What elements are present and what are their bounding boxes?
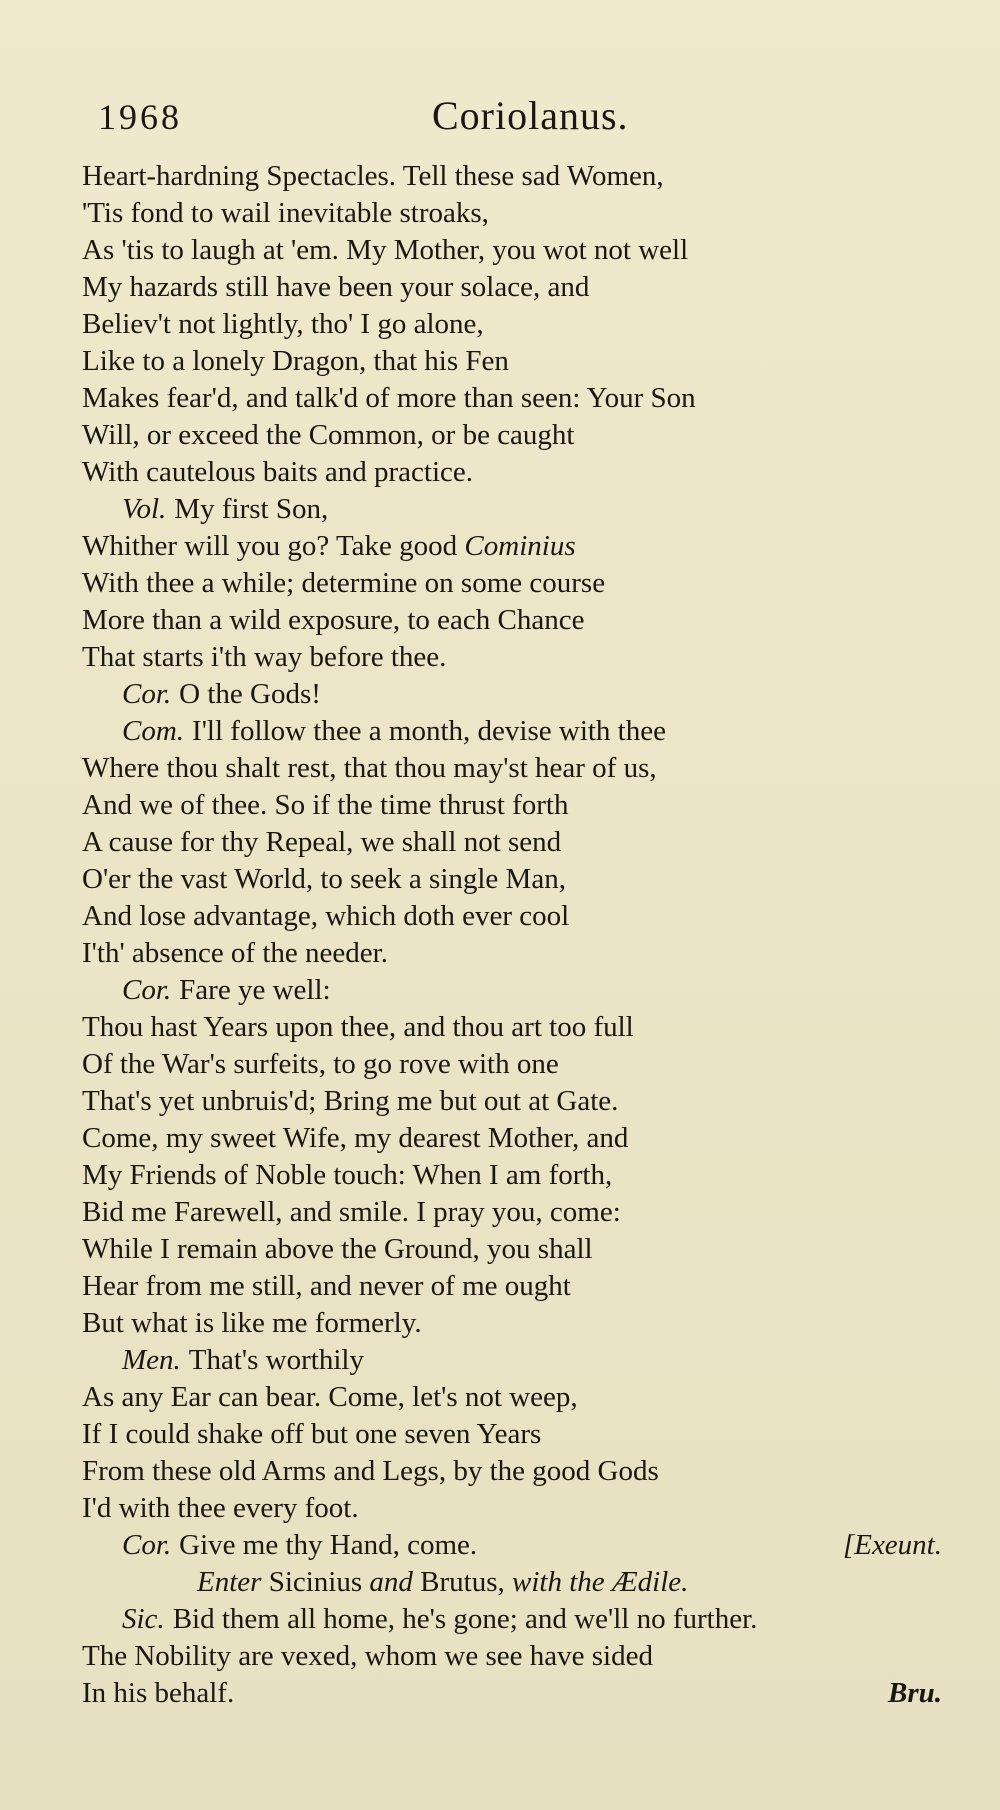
play-text — [82, 158, 962, 1712]
verse-text: That's worthily — [188, 1344, 364, 1376]
verse-line: I'th' absence of the needer. — [82, 937, 388, 969]
verse-line: Of the War's surfeits, to go rove with one — [82, 1048, 559, 1080]
character-name: Brutus, — [420, 1566, 505, 1598]
speaker-name: Men. — [122, 1344, 181, 1376]
speech-com — [82, 713, 962, 750]
verse-line: That starts i'th way before thee. — [82, 641, 447, 673]
verse-line: Where thou shalt rest, that thou may'st hear of us, — [82, 752, 657, 784]
verse-line: But what is like me formerly. — [82, 1307, 422, 1339]
verse-line: From these old Arms and Legs, by the good Gods — [82, 1455, 659, 1487]
verse-line: More than a wild exposure, to each Chance — [82, 604, 585, 636]
character-name: Ædile. — [611, 1566, 689, 1598]
verse-line: And we of thee. So if the time thrust forth — [82, 789, 569, 821]
verse-text: Bid them all home, he's gone; and we'll no further. — [172, 1603, 758, 1635]
verse-line: Believ't not lightly, tho' I go alone, — [82, 308, 484, 340]
verse-text: Whither will you go? Take good — [82, 530, 465, 562]
verse-line: Bid me Farewell, and smile. I pray you, come: — [82, 1196, 621, 1228]
verse-line: As any Ear can bear. Come, let's not weep, — [82, 1381, 578, 1413]
verse-line: Makes fear'd, and talk'd of more than seen: Your Son — [82, 382, 696, 414]
verse-line: Heart-hardning Spectacles. Tell these sad Women, — [82, 160, 664, 192]
speech-cor — [82, 972, 962, 1009]
verse-line: With thee a while; determine on some course — [82, 567, 606, 599]
verse-line: I'd with thee every foot. — [82, 1492, 359, 1524]
speaker-name: Cor. — [122, 974, 172, 1006]
verse-line — [82, 1675, 962, 1712]
verse-line: O'er the vast World, to seek a single Man, — [82, 863, 566, 895]
speech-cor — [82, 676, 962, 713]
sd-word: and — [369, 1566, 413, 1598]
verse-line: While I remain above the Ground, you shall — [82, 1233, 593, 1265]
verse-line — [82, 528, 962, 565]
verse-text: O the Gods! — [179, 678, 321, 710]
speaker-name: Com. — [122, 715, 185, 747]
verse-text: Fare ye well: — [179, 974, 331, 1006]
verse-line: Hear from me still, and never of me ought — [82, 1270, 571, 1302]
speaker-name: Cor. — [122, 678, 172, 710]
verse-line: If I could shake off but one seven Years — [82, 1418, 542, 1450]
verse-text: I'll follow thee a month, devise with thee — [192, 715, 666, 747]
verse-line: Like to a lonely Dragon, that his Fen — [82, 345, 509, 377]
verse-line: That's yet unbruis'd; Bring me but out at Gate. — [82, 1085, 619, 1117]
speech-men — [82, 1342, 962, 1379]
verse-line: Thou hast Years upon thee, and thou art too full — [82, 1011, 634, 1043]
running-title: Coriolanus. — [432, 93, 629, 138]
verse-line: With cautelous baits and practice. — [82, 456, 473, 488]
speaker-name: Vol. — [122, 493, 167, 525]
verse-line: As 'tis to laugh at 'em. My Mother, you wot not well — [82, 234, 689, 266]
speech-vol — [82, 491, 962, 528]
verse-text: In his behalf. — [82, 1677, 235, 1709]
verse-line: My Friends of Noble touch: When I am forth, — [82, 1159, 613, 1191]
sd-word: Enter — [197, 1566, 262, 1598]
speaker-name: Cor. — [122, 1529, 172, 1561]
speech-sic — [82, 1601, 962, 1638]
verse-line: Will, or exceed the Common, or be caught — [82, 419, 575, 451]
verse-line: My hazards still have been your solace, and — [82, 271, 590, 303]
verse-text: My first Son, — [174, 493, 329, 525]
character-name: Cominius — [464, 530, 576, 562]
page-number: 1968 — [98, 97, 182, 137]
catchword: Bru. — [887, 1677, 942, 1709]
verse-line: A cause for thy Repeal, we shall not send — [82, 826, 562, 858]
stage-direction-enter — [82, 1564, 962, 1601]
speech-cor — [82, 1527, 962, 1564]
verse-text: Give me thy Hand, come. — [179, 1529, 478, 1561]
character-name: Sicinius — [268, 1566, 363, 1598]
verse-line: Come, my sweet Wife, my dearest Mother, and — [82, 1122, 629, 1154]
speaker-name: Sic. — [122, 1603, 165, 1635]
stage-direction-exeunt: [Exeunt. — [842, 1529, 942, 1561]
verse-line: 'Tis fond to wail inevitable stroaks, — [82, 197, 489, 229]
sd-word: with the — [512, 1566, 605, 1598]
verse-line: And lose advantage, which doth ever cool — [82, 900, 570, 932]
verse-line: The Nobility are vexed, whom we see have sided — [82, 1640, 653, 1672]
